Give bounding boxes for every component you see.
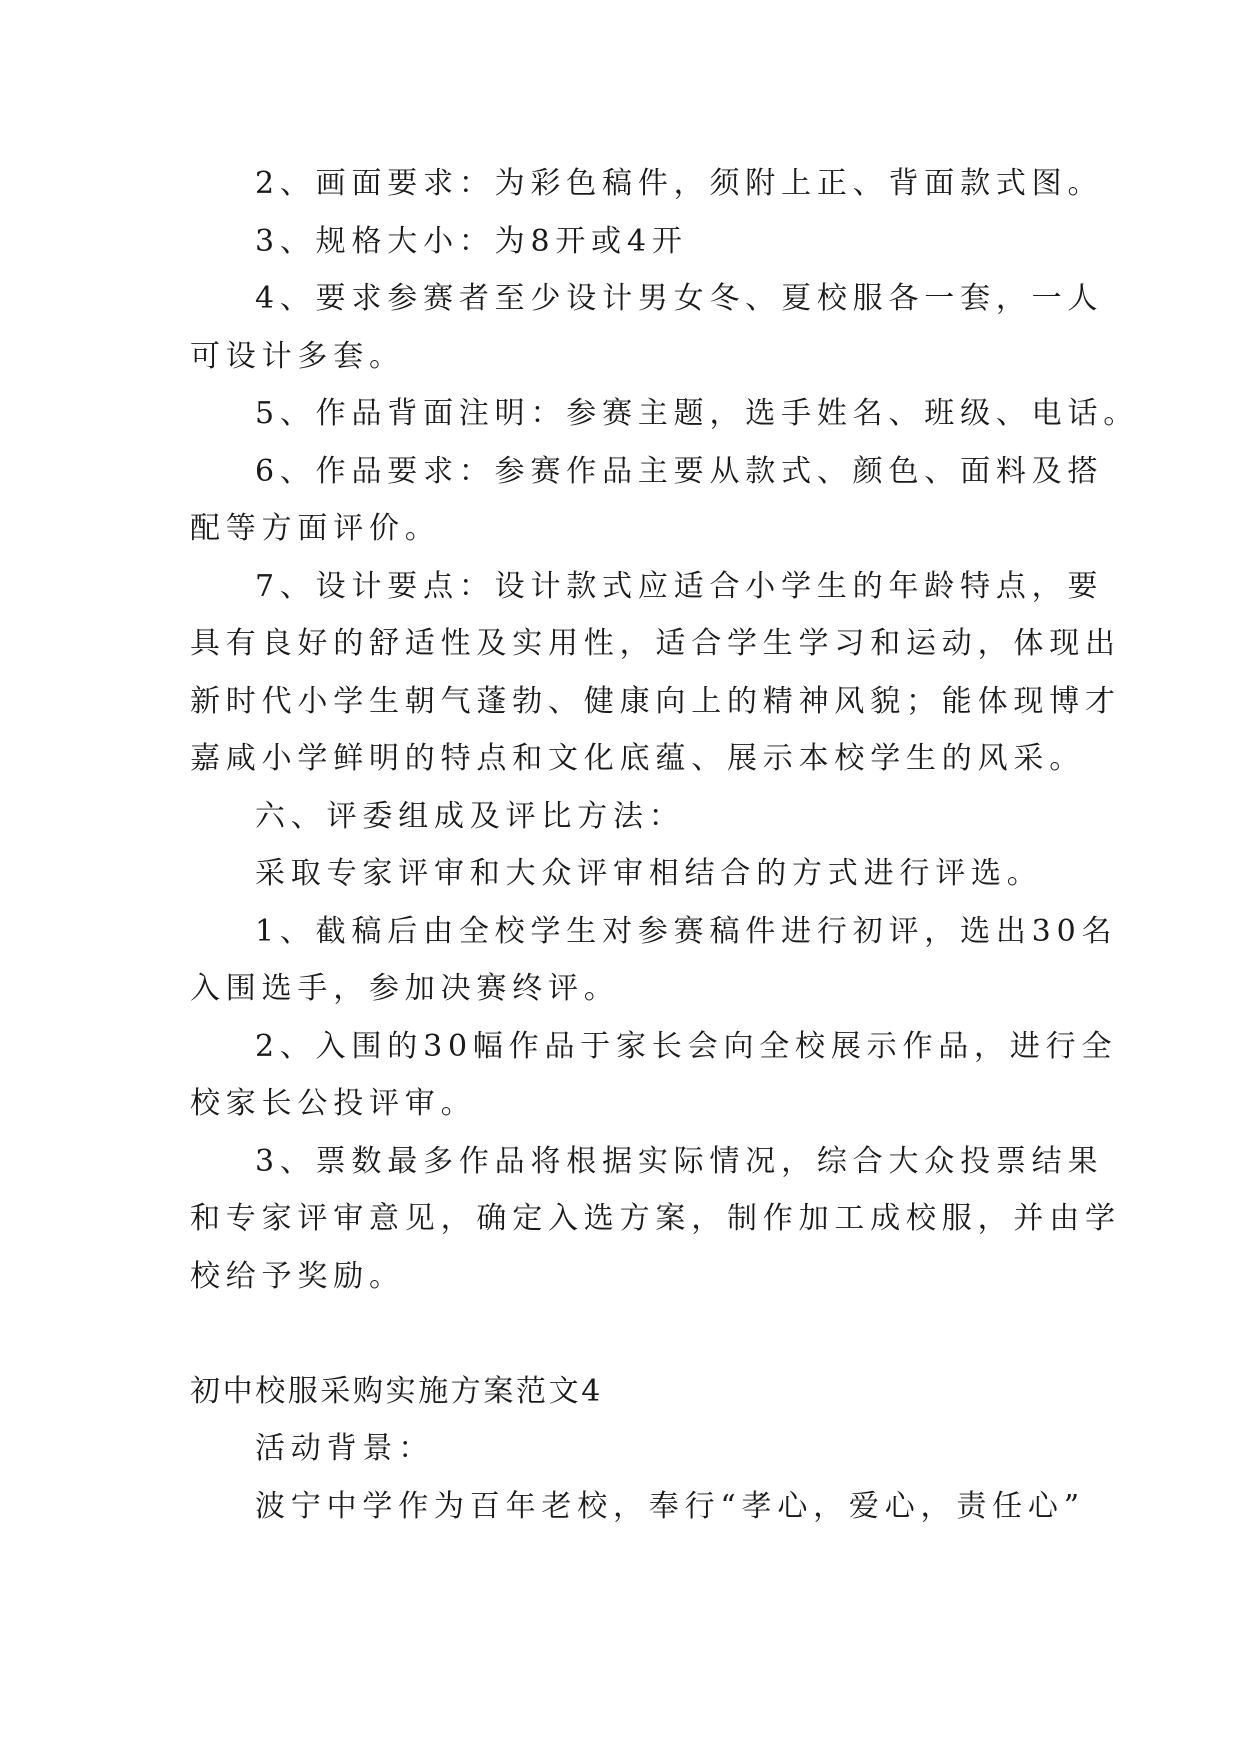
paragraph-line: 7、设计要点：设计款式应适合小学生的年龄特点，要 xyxy=(255,569,1104,604)
paragraph-line: 可设计多套。 xyxy=(190,339,405,374)
paragraph-line: 2、入围的30幅作品于家长会向全校展示作品，进行全 xyxy=(255,1029,1118,1064)
paragraph-line: 波宁中学作为百年老校，奉行“孝心，爱心，责任心” xyxy=(255,1489,1085,1524)
paragraph-line: 具有良好的舒适性及实用性，适合学生学习和运动，体现出 xyxy=(190,626,1121,661)
paragraph-line: 3、规格大小：为8开或4开 xyxy=(255,224,688,259)
paragraph-line: 新时代小学生朝气蓬勃、健康向上的精神风貌；能体现博才 xyxy=(190,684,1121,719)
paragraph-line: 嘉咸小学鲜明的特点和文化底蕴、展示本校学生的风采。 xyxy=(190,741,1085,776)
paragraph-line: 配等方面评价。 xyxy=(190,511,441,546)
paragraph-line: 采取专家评审和大众评审相结合的方式进行评选。 xyxy=(255,856,1043,891)
paragraph-line: 校家长公投评审。 xyxy=(190,1086,477,1121)
article-title: 初中校服采购实施方案范文4 xyxy=(190,1374,603,1409)
paragraph-line: 1、截稿后由全校学生对参赛稿件进行初评，选出30名 xyxy=(255,914,1118,949)
section-heading: 活动背景： xyxy=(255,1431,434,1466)
section-heading: 六、评委组成及评比方法： xyxy=(255,799,685,834)
paragraph-line: 入围选手，参加决赛终评。 xyxy=(190,971,620,1006)
paragraph-line: 3、票数最多作品将根据实际情况，综合大众投票结果 xyxy=(255,1144,1104,1179)
paragraph-line: 校给予奖励。 xyxy=(190,1259,405,1294)
paragraph-line: 4、要求参赛者至少设计男女冬、夏校服各一套，一人 xyxy=(255,281,1104,316)
paragraph-line: 2、画面要求：为彩色稿件，须附上正、背面款式图。 xyxy=(255,166,1104,201)
paragraph-line: 6、作品要求：参赛作品主要从款式、颜色、面料及搭 xyxy=(255,454,1104,489)
paragraph-line: 和专家评审意见，确定入选方案，制作加工成校服，并由学 xyxy=(190,1201,1121,1236)
paragraph-line: 5、作品背面注明：参赛主题，选手姓名、班级、电话。 xyxy=(255,396,1140,431)
